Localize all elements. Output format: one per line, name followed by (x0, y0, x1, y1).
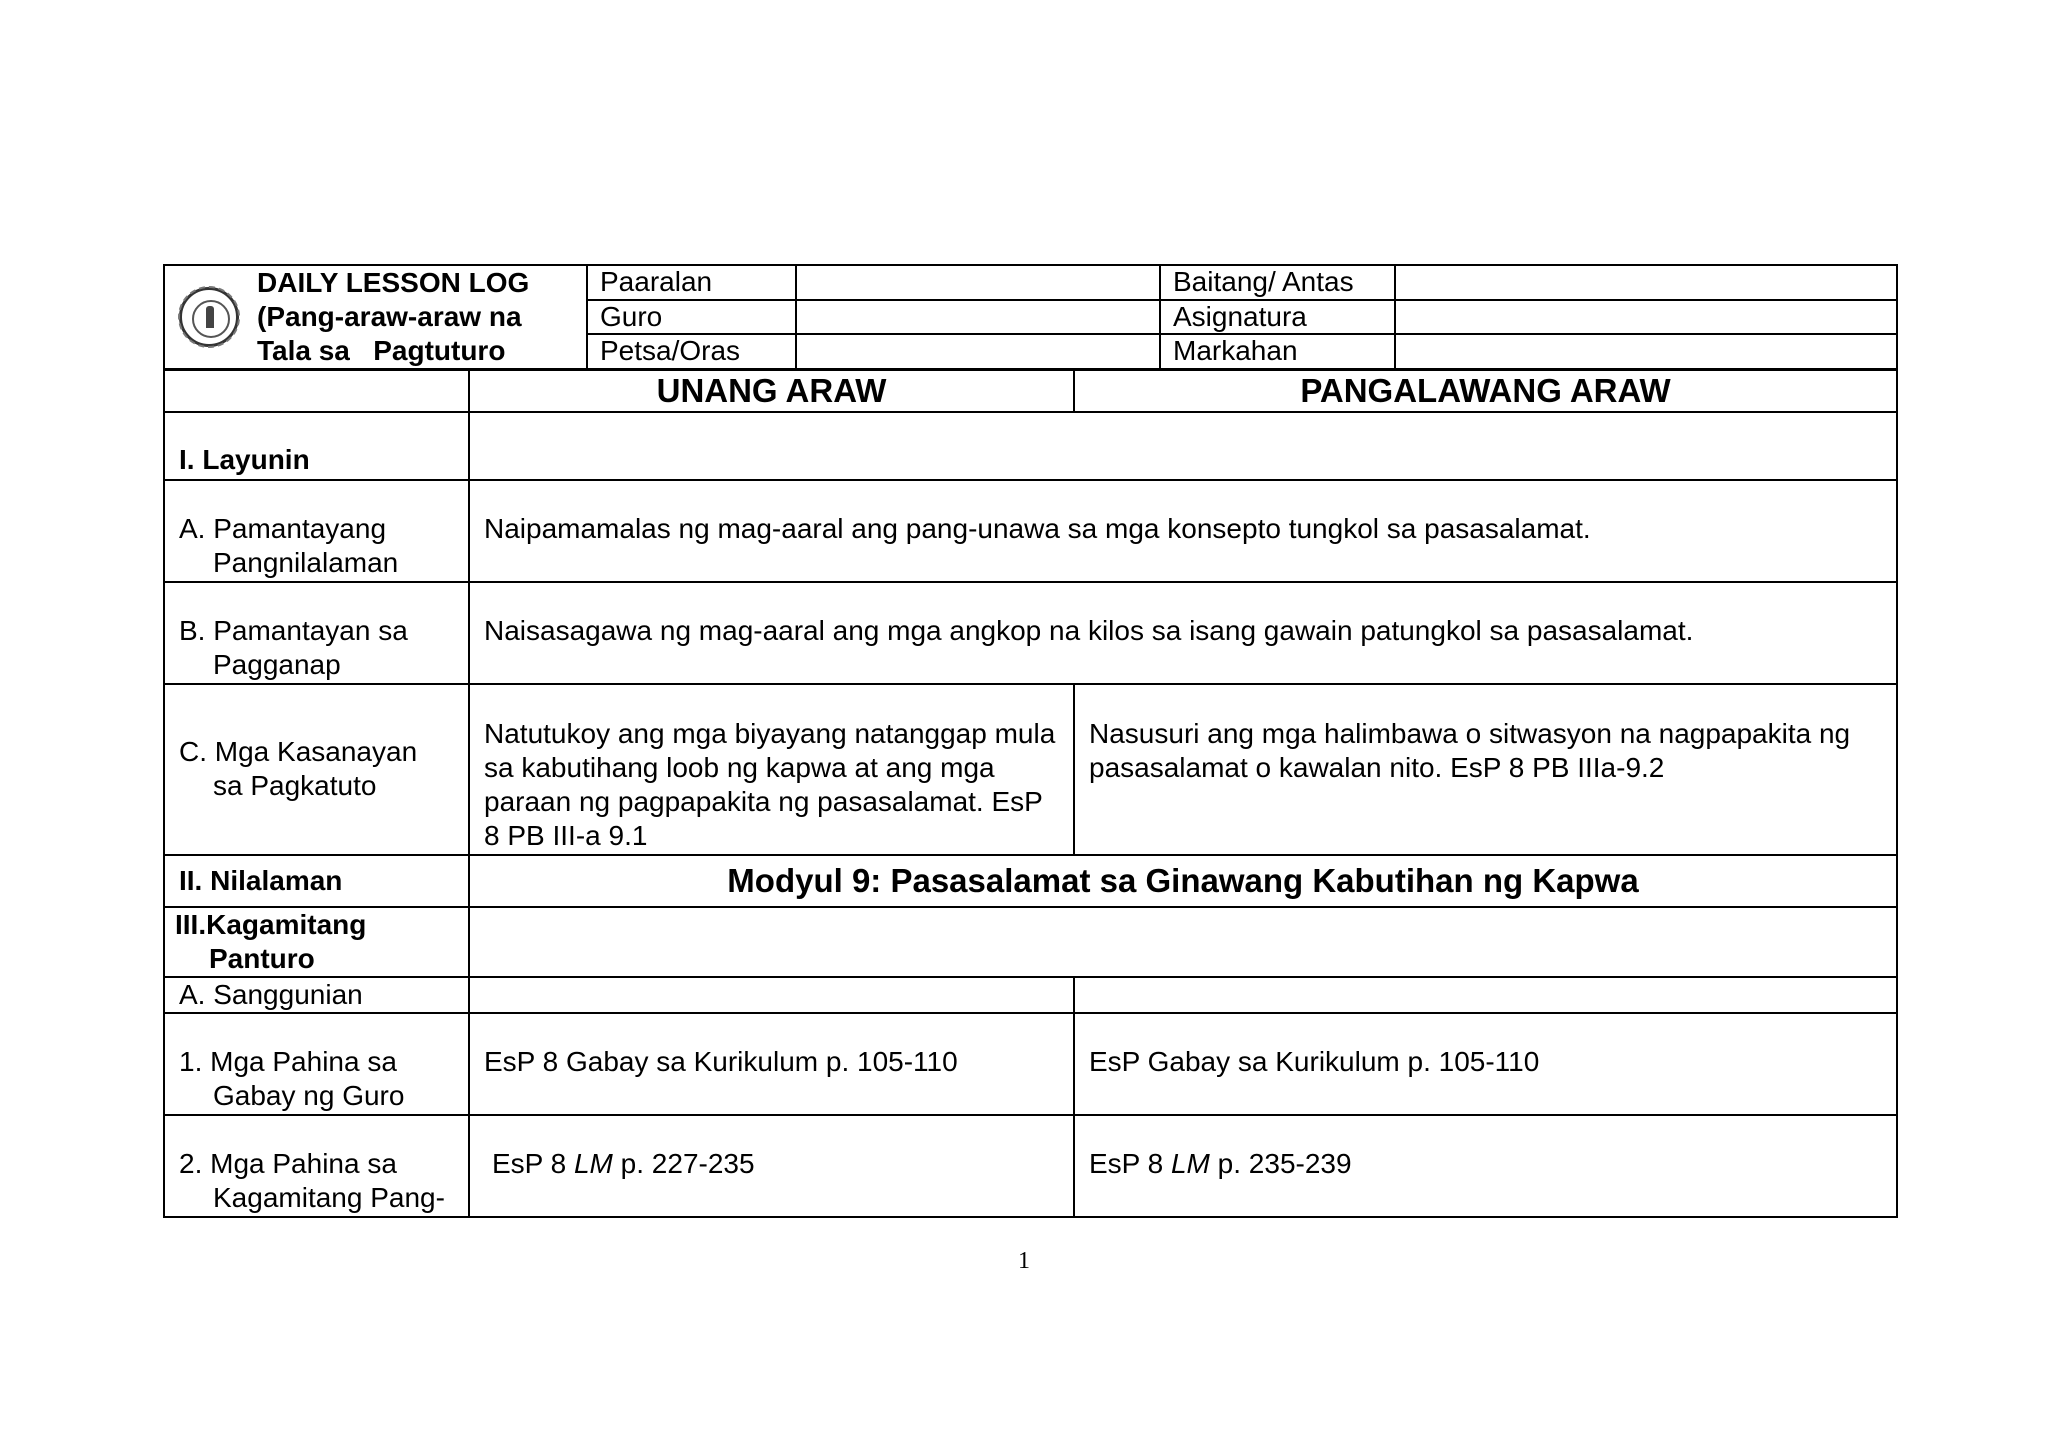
gabay-label-line2: Gabay ng Guro (213, 1080, 405, 1111)
log-title-cell (164, 265, 587, 369)
pagganap-label (164, 582, 469, 684)
lm-day1-italic: LM (573, 1148, 613, 1179)
petsa-label: Petsa/Oras (587, 334, 796, 369)
lm-day2 (1074, 1115, 1897, 1217)
guro-label: Guro (587, 300, 796, 335)
sanggunian-day1 (469, 977, 1074, 1013)
pamantayang-label (164, 480, 469, 582)
petsa-field[interactable] (796, 334, 1160, 369)
title-line-2: (Pang-araw-araw na (257, 301, 522, 332)
nilalaman-content: Modyul 9: Pasasalamat sa Ginawang Kabutihan ng Kapwa (469, 855, 1897, 907)
guro-field[interactable] (796, 300, 1160, 335)
lm-day2-italic: LM (1170, 1148, 1210, 1179)
lm-label-line2: Kagamitang Pang- (213, 1182, 445, 1213)
kagamitan-label-line1: III.Kagamitang (175, 909, 367, 940)
lm-day2-prefix: EsP 8 (1089, 1148, 1171, 1179)
gabay-label (164, 1013, 469, 1115)
lm-day1 (469, 1115, 1074, 1217)
pagganap-label-line1: B. Pamantayan sa (179, 615, 408, 646)
lesson-log-table (163, 369, 1898, 1218)
page-number: 1 (1018, 1248, 1030, 1274)
kasanayan-label-line2: sa Pagkatuto (213, 770, 377, 801)
baitang-label: Baitang/ Antas (1160, 265, 1395, 300)
kasanayan-label-line1: C. Mga Kasanayan (179, 736, 418, 767)
lm-day2-suffix: p. 235-239 (1209, 1148, 1352, 1179)
lm-label (164, 1115, 469, 1217)
layunin-content (469, 412, 1897, 480)
lm-label-line1: 2. Mga Pahina sa (179, 1148, 397, 1179)
markahan-label: Markahan (1160, 334, 1395, 369)
kasanayan-label (164, 684, 469, 855)
asignatura-label: Asignatura (1160, 300, 1395, 335)
gabay-label-line1: 1. Mga Pahina sa (179, 1046, 397, 1077)
sanggunian-day2 (1074, 977, 1897, 1013)
gabay-day2: EsP Gabay sa Kurikulum p. 105-110 (1074, 1013, 1897, 1115)
pagganap-label-line2: Pagganap (213, 649, 341, 680)
header-table (163, 264, 1898, 370)
kagamitan-label-line2: Panturo (209, 943, 315, 974)
corner-cell (164, 370, 469, 412)
asignatura-field[interactable] (1395, 300, 1897, 335)
sanggunian-label: A. Sanggunian (164, 977, 469, 1013)
baitang-field[interactable] (1395, 265, 1897, 300)
pamantayang-content: Naipamamalas ng mag-aaral ang pang-unawa sa mga konsepto tungkol sa pasasalamat. (469, 480, 1897, 582)
deped-seal-icon (179, 287, 239, 347)
paaralan-label: Paaralan (587, 265, 796, 300)
gabay-day1: EsP 8 Gabay sa Kurikulum p. 105-110 (469, 1013, 1074, 1115)
lm-day1-suffix: p. 227-235 (612, 1148, 755, 1179)
log-title (257, 266, 529, 368)
nilalaman-label: II. Nilalaman (164, 855, 469, 907)
title-line-3: Tala sa Pagtuturo (257, 335, 506, 366)
pamantayang-label-line1: A. Pamantayang (179, 513, 387, 544)
paaralan-field[interactable] (796, 265, 1160, 300)
pagganap-content: Naisasagawa ng mag-aaral ang mga angkop na kilos sa isang gawain patungkol sa pasasalamat. (469, 582, 1897, 684)
kagamitan-content (469, 907, 1897, 977)
day1-header: UNANG ARAW (469, 370, 1074, 412)
markahan-field[interactable] (1395, 334, 1897, 369)
day2-header: PANGALAWANG ARAW (1074, 370, 1897, 412)
pamantayang-label-line2: Pangnilalaman (213, 547, 399, 578)
kasanayan-day1: Natutukoy ang mga biyayang natanggap mula sa kabutihang loob ng kapwa at ang mga paraan ng pagpapakita ng pasasalamat. EsP 8 PB III-a 9.1 (469, 684, 1074, 855)
title-line-1: DAILY LESSON LOG (257, 267, 530, 298)
lm-day1-prefix: EsP 8 (492, 1148, 574, 1179)
kasanayan-day2: Nasusuri ang mga halimbawa o sitwasyon na nagpapakita ng pasasalamat o kawalan nito. EsP 8 PB IIIa-9.2 (1074, 684, 1897, 855)
kagamitan-label (164, 907, 469, 977)
layunin-label: I. Layunin (164, 412, 469, 480)
